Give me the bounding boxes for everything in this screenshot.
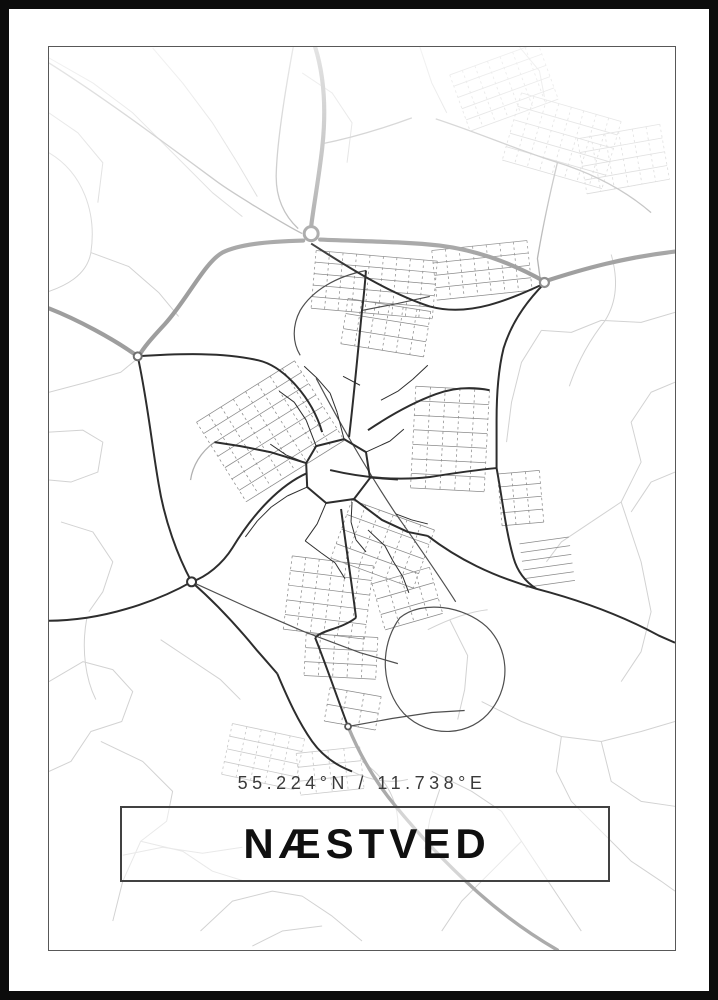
map-layer-junctions bbox=[134, 227, 549, 730]
top-fade-overlay bbox=[49, 47, 675, 276]
coordinates-label: 55.224°N / 11.738°E bbox=[237, 773, 487, 793]
city-name-box bbox=[120, 806, 610, 882]
map-layer-arterial bbox=[49, 244, 675, 772]
city-name-label: NÆSTVED bbox=[243, 820, 491, 867]
map-layer-arterial-thin bbox=[192, 271, 505, 732]
